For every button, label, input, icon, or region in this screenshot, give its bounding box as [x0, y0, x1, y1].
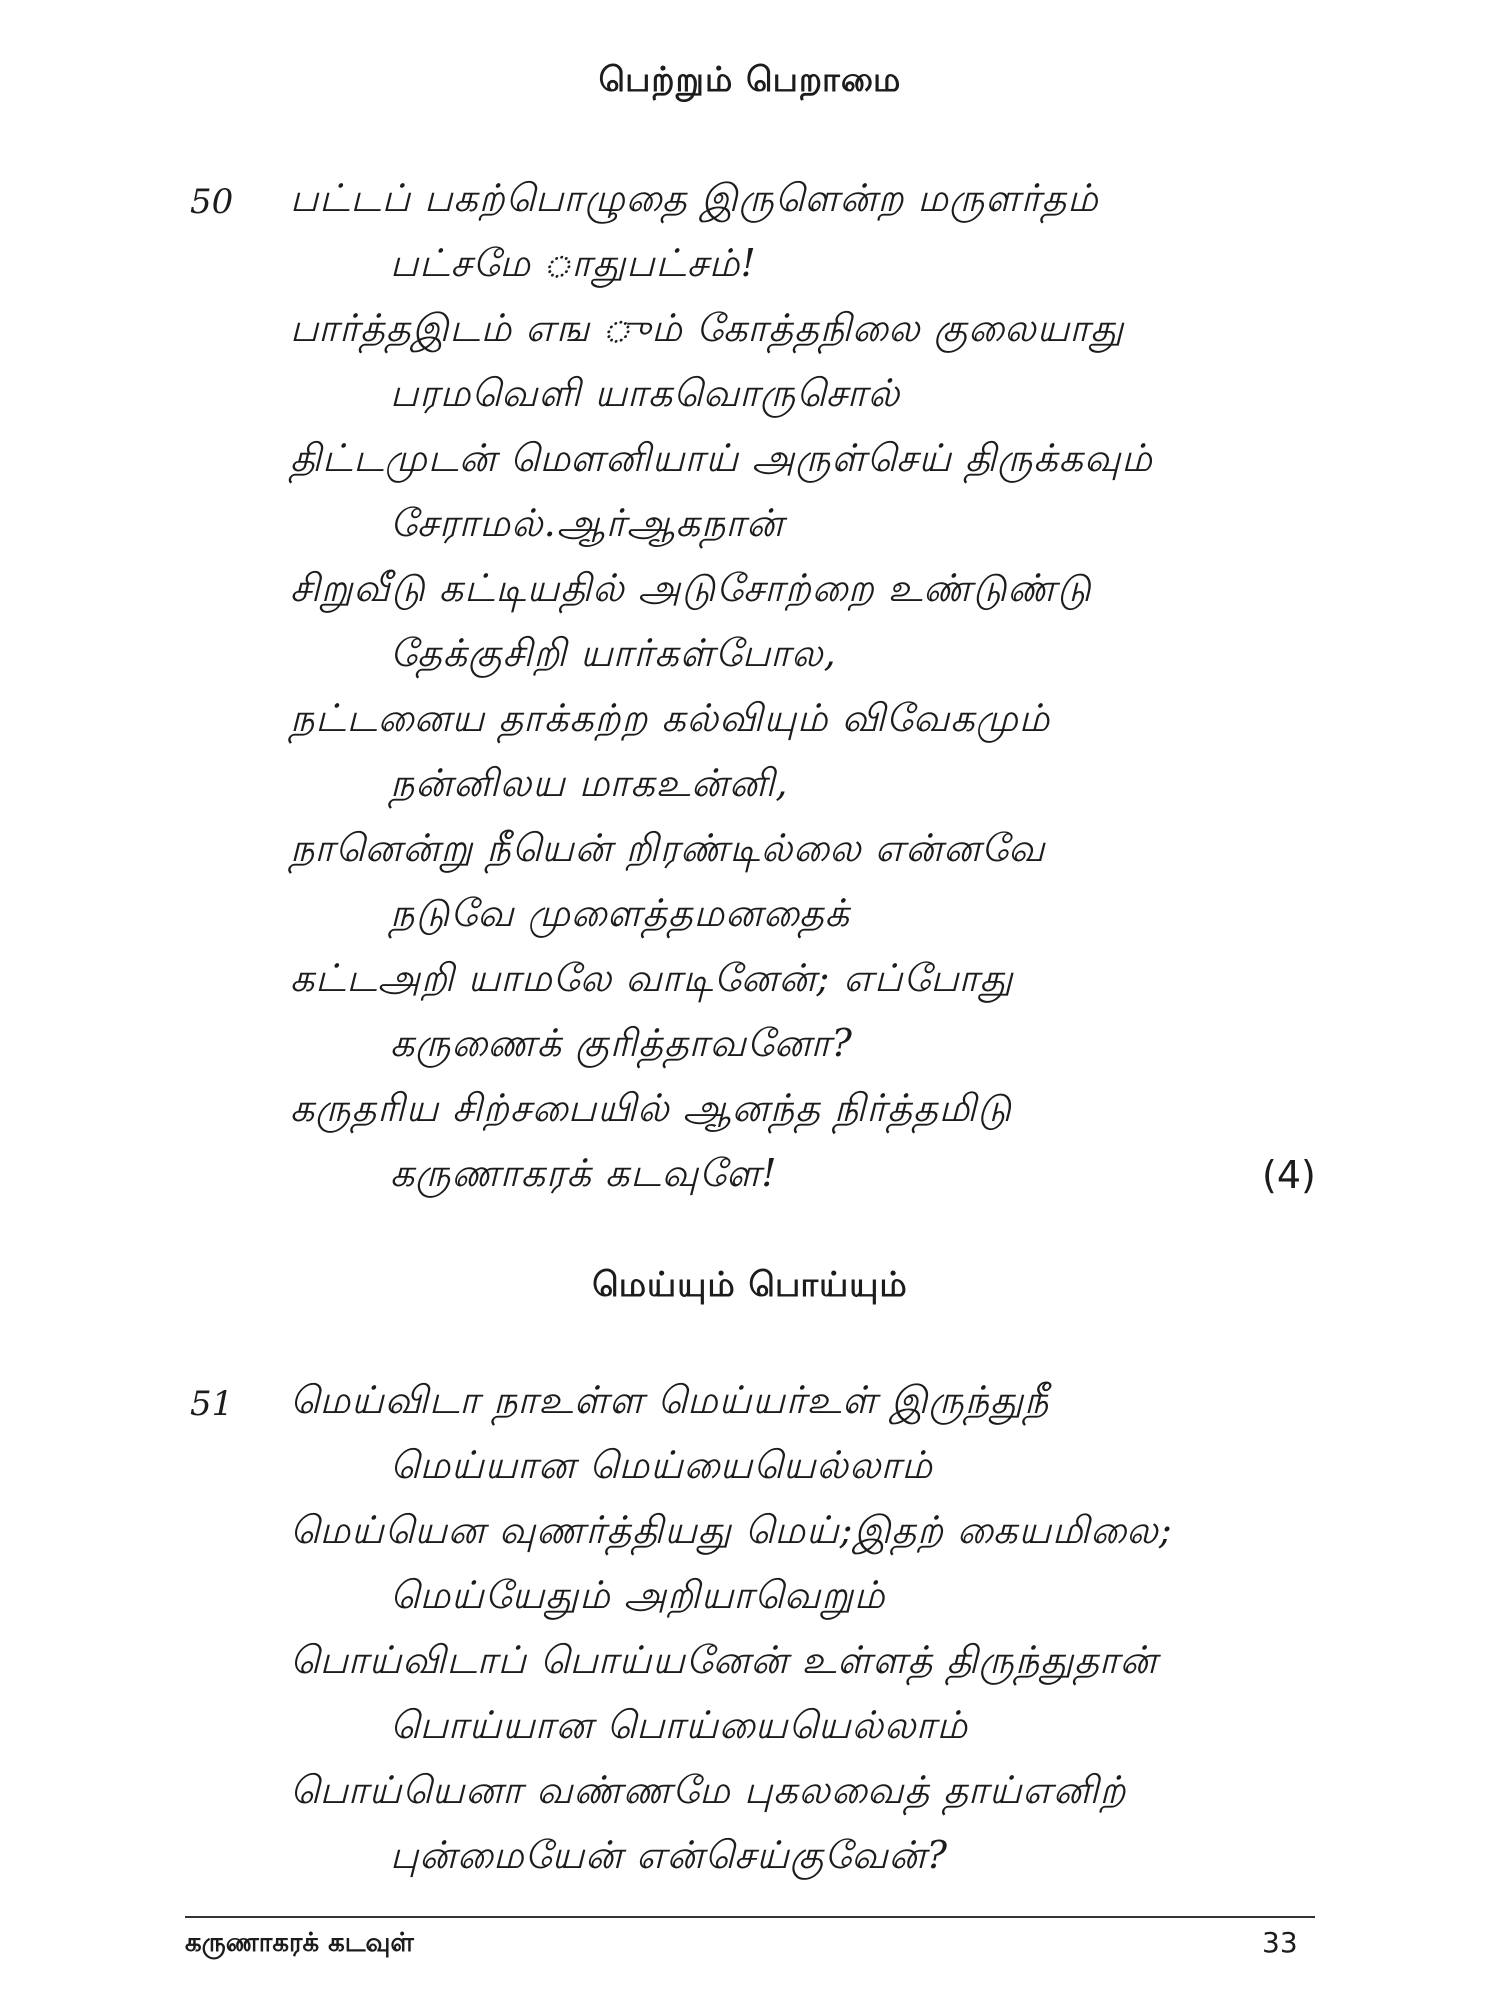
verse-line: சிறுவீடு கட்டியதில் அடுசோற்றை உண்டுண்டு: [290, 566, 1092, 610]
verse-end-marker: (4): [1262, 1153, 1316, 1197]
footer-book-title: கருணாகரக் கடவுள்: [185, 1928, 414, 1958]
verse-line: பொய்யான பொய்யையெல்லாம்: [390, 1703, 969, 1747]
verse-line: மெய்விடா நாஉள்ள மெய்யர்உள் இருந்துநீ: [290, 1378, 1050, 1422]
verse-line: பொய்விடாப் பொய்யனேன் உள்ளத் திருந்துதான்: [290, 1638, 1158, 1682]
verse-number: 50: [190, 182, 234, 222]
verse-line: பரமவெளி யாகவொருசொல்: [390, 371, 901, 415]
verse-line: நடுவே முளைத்தமனதைக்: [390, 891, 851, 935]
verse-line: பட்சமே ாதுபட்சம்!: [390, 241, 757, 285]
verse-line: பொய்யெனா வண்ணமே புகலவைத் தாய்எனிற்: [290, 1768, 1127, 1812]
verse-number: 51: [190, 1384, 234, 1424]
verse-line: தேக்குசிறி யார்கள்போல,: [390, 631, 837, 675]
verse-line: நட்டனைய தாக்கற்ற கல்வியும் விவேகமும்: [290, 696, 1051, 740]
verse-line: மெய்யான மெய்யையெல்லாம்: [390, 1443, 934, 1487]
footer-divider: [185, 1916, 1315, 1918]
section-title: மெய்யும் பொய்யும்: [592, 1265, 908, 1305]
verse-line: சேராமல்.ஆர்ஆகநான்: [390, 501, 785, 545]
verse-line: புன்மையேன் என்செய்குவேன்?: [390, 1833, 948, 1877]
verse-line: பார்த்தஇடம் எங ும் கோத்தநிலை குலையாது: [290, 306, 1125, 350]
verse-line: கருணாகரக் கடவுளே!: [390, 1151, 778, 1195]
page-number: 33: [1262, 1926, 1298, 1959]
verse-line: கருணைக் குரித்தாவனோ?: [390, 1021, 853, 1065]
verse-line: கட்டஅறி யாமலே வாடினேன்; எப்போது: [290, 956, 1014, 1000]
verse-line: பட்டப் பகற்பொழுதை இருளென்ற மருளர்தம்: [290, 176, 1099, 220]
verse-line: நன்னிலய மாகஉன்னி,: [390, 761, 789, 805]
verse-line: கருதரிய சிற்சபையில் ஆனந்த நிர்த்தமிடு: [290, 1086, 1013, 1130]
verse-line: மெய்யென வுணர்த்தியது மெய்;இதற் கையமிலை;: [290, 1508, 1173, 1552]
verse-line: திட்டமுடன் மௌனியாய் அருள்செய் திருக்கவும்: [290, 436, 1153, 480]
section-title: பெற்றும் பெறாமை: [598, 60, 902, 100]
verse-line: மெய்யேதும் அறியாவெறும்: [390, 1573, 886, 1617]
verse-line: நானென்று நீயென் றிரண்டில்லை என்னவே: [290, 826, 1046, 870]
